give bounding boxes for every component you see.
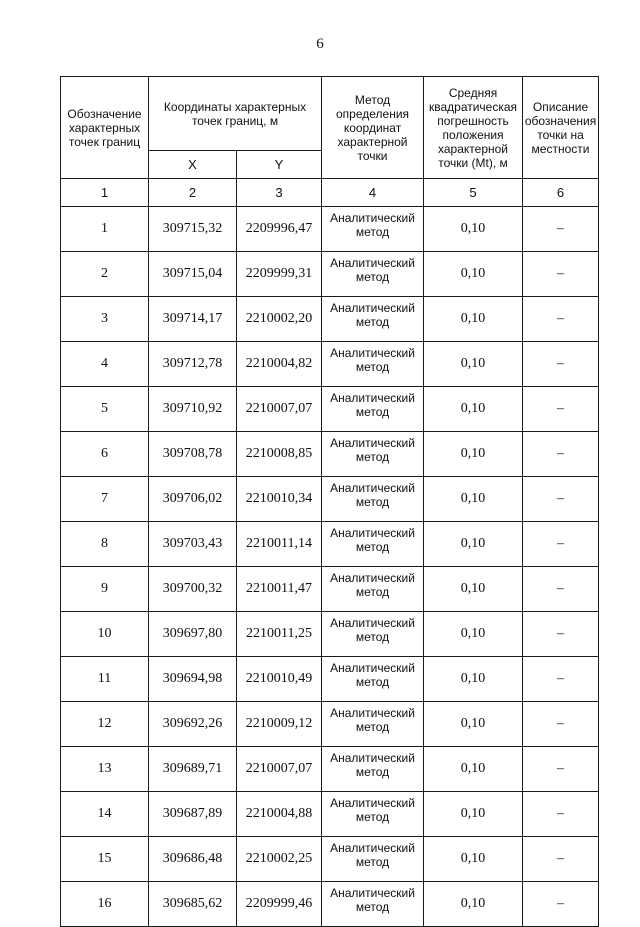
point-number-cell: 2 [61,252,149,297]
table-row [61,297,599,342]
description-cell: – [523,342,599,387]
x-coordinate-cell: 309687,89 [149,792,237,837]
point-number-cell: 1 [61,207,149,252]
description-cell: – [523,207,599,252]
table-body [61,207,599,927]
table-row [61,837,599,882]
y-coordinate-cell: 2210011,14 [237,522,322,567]
x-coordinate-cell: 309715,32 [149,207,237,252]
point-number-cell: 7 [61,477,149,522]
y-coordinate-cell: 2210007,07 [237,387,322,432]
x-coordinate-cell: 309686,48 [149,837,237,882]
header-accuracy: Средняя квадратическая погрешность положения характерной точки (Mt), м [424,77,523,179]
accuracy-cell: 0,10 [424,432,523,477]
description-cell: – [523,432,599,477]
method-cell: Аналитический метод [322,837,424,882]
y-coordinate-cell: 2210004,88 [237,792,322,837]
point-number-cell: 10 [61,612,149,657]
method-cell: Аналитический метод [322,477,424,522]
header-coordinates: Координаты характерных точек границ, м [149,77,322,151]
coordinates-table [60,76,599,927]
header-point-designation: Обозначение характерных точек границ [61,77,149,179]
y-coordinate-cell: 2210009,12 [237,702,322,747]
point-number-cell: 13 [61,747,149,792]
method-cell: Аналитический метод [322,882,424,927]
y-coordinate-cell: 2210004,82 [237,342,322,387]
x-coordinate-cell: 309689,71 [149,747,237,792]
y-coordinate-cell: 2210002,25 [237,837,322,882]
x-coordinate-cell: 309710,92 [149,387,237,432]
y-coordinate-cell: 2209996,47 [237,207,322,252]
y-coordinate-cell: 2210008,85 [237,432,322,477]
accuracy-cell: 0,10 [424,792,523,837]
point-number-cell: 5 [61,387,149,432]
column-number-row [61,179,599,207]
header-description: Описание обозначения точки на местности [523,77,599,179]
method-cell: Аналитический метод [322,522,424,567]
y-coordinate-cell: 2210002,20 [237,297,322,342]
description-cell: – [523,702,599,747]
accuracy-cell: 0,10 [424,882,523,927]
accuracy-cell: 0,10 [424,747,523,792]
description-cell: – [523,522,599,567]
x-coordinate-cell: 309692,26 [149,702,237,747]
header-method: Метод определения координат характерной точки [322,77,424,179]
description-cell: – [523,567,599,612]
x-coordinate-cell: 309715,04 [149,252,237,297]
table-row [61,792,599,837]
accuracy-cell: 0,10 [424,567,523,612]
y-coordinate-cell: 2210011,47 [237,567,322,612]
table-row [61,432,599,477]
accuracy-cell: 0,10 [424,477,523,522]
point-number-cell: 11 [61,657,149,702]
method-cell: Аналитический метод [322,387,424,432]
point-number-cell: 3 [61,297,149,342]
y-coordinate-cell: 2210011,25 [237,612,322,657]
x-coordinate-cell: 309694,98 [149,657,237,702]
method-cell: Аналитический метод [322,747,424,792]
x-coordinate-cell: 309712,78 [149,342,237,387]
column-number: 3 [237,179,322,207]
point-number-cell: 14 [61,792,149,837]
x-coordinate-cell: 309706,02 [149,477,237,522]
method-cell: Аналитический метод [322,342,424,387]
accuracy-cell: 0,10 [424,702,523,747]
description-cell: – [523,837,599,882]
point-number-cell: 4 [61,342,149,387]
accuracy-cell: 0,10 [424,522,523,567]
accuracy-cell: 0,10 [424,612,523,657]
column-number: 2 [149,179,237,207]
accuracy-cell: 0,10 [424,837,523,882]
y-coordinate-cell: 2209999,46 [237,882,322,927]
method-cell: Аналитический метод [322,657,424,702]
method-cell: Аналитический метод [322,207,424,252]
table-row [61,612,599,657]
table-row [61,252,599,297]
method-cell: Аналитический метод [322,432,424,477]
table-row [61,702,599,747]
method-cell: Аналитический метод [322,792,424,837]
table-row [61,387,599,432]
x-coordinate-cell: 309685,62 [149,882,237,927]
description-cell: – [523,612,599,657]
point-number-cell: 8 [61,522,149,567]
table-row [61,522,599,567]
x-coordinate-cell: 309708,78 [149,432,237,477]
y-coordinate-cell: 2210010,34 [237,477,322,522]
point-number-cell: 6 [61,432,149,477]
table-row [61,342,599,387]
method-cell: Аналитический метод [322,702,424,747]
method-cell: Аналитический метод [322,297,424,342]
point-number-cell: 12 [61,702,149,747]
x-coordinate-cell: 309697,80 [149,612,237,657]
header-x: X [149,151,237,179]
table-row [61,882,599,927]
description-cell: – [523,387,599,432]
accuracy-cell: 0,10 [424,297,523,342]
point-number-cell: 15 [61,837,149,882]
description-cell: – [523,477,599,522]
description-cell: – [523,657,599,702]
description-cell: – [523,747,599,792]
accuracy-cell: 0,10 [424,387,523,432]
x-coordinate-cell: 309700,32 [149,567,237,612]
y-coordinate-cell: 2209999,31 [237,252,322,297]
description-cell: – [523,297,599,342]
table-row [61,567,599,612]
accuracy-cell: 0,10 [424,657,523,702]
column-number: 4 [322,179,424,207]
table-row [61,657,599,702]
point-number-cell: 9 [61,567,149,612]
column-number: 1 [61,179,149,207]
table-row [61,477,599,522]
y-coordinate-cell: 2210010,49 [237,657,322,702]
description-cell: – [523,882,599,927]
method-cell: Аналитический метод [322,612,424,657]
description-cell: – [523,252,599,297]
table-row [61,207,599,252]
column-number: 6 [523,179,599,207]
page-number: 6 [316,36,324,52]
header-y: Y [237,151,322,179]
accuracy-cell: 0,10 [424,252,523,297]
table-row [61,747,599,792]
x-coordinate-cell: 309714,17 [149,297,237,342]
accuracy-cell: 0,10 [424,342,523,387]
column-number: 5 [424,179,523,207]
method-cell: Аналитический метод [322,252,424,297]
x-coordinate-cell: 309703,43 [149,522,237,567]
description-cell: – [523,792,599,837]
accuracy-cell: 0,10 [424,207,523,252]
method-cell: Аналитический метод [322,567,424,612]
point-number-cell: 16 [61,882,149,927]
y-coordinate-cell: 2210007,07 [237,747,322,792]
